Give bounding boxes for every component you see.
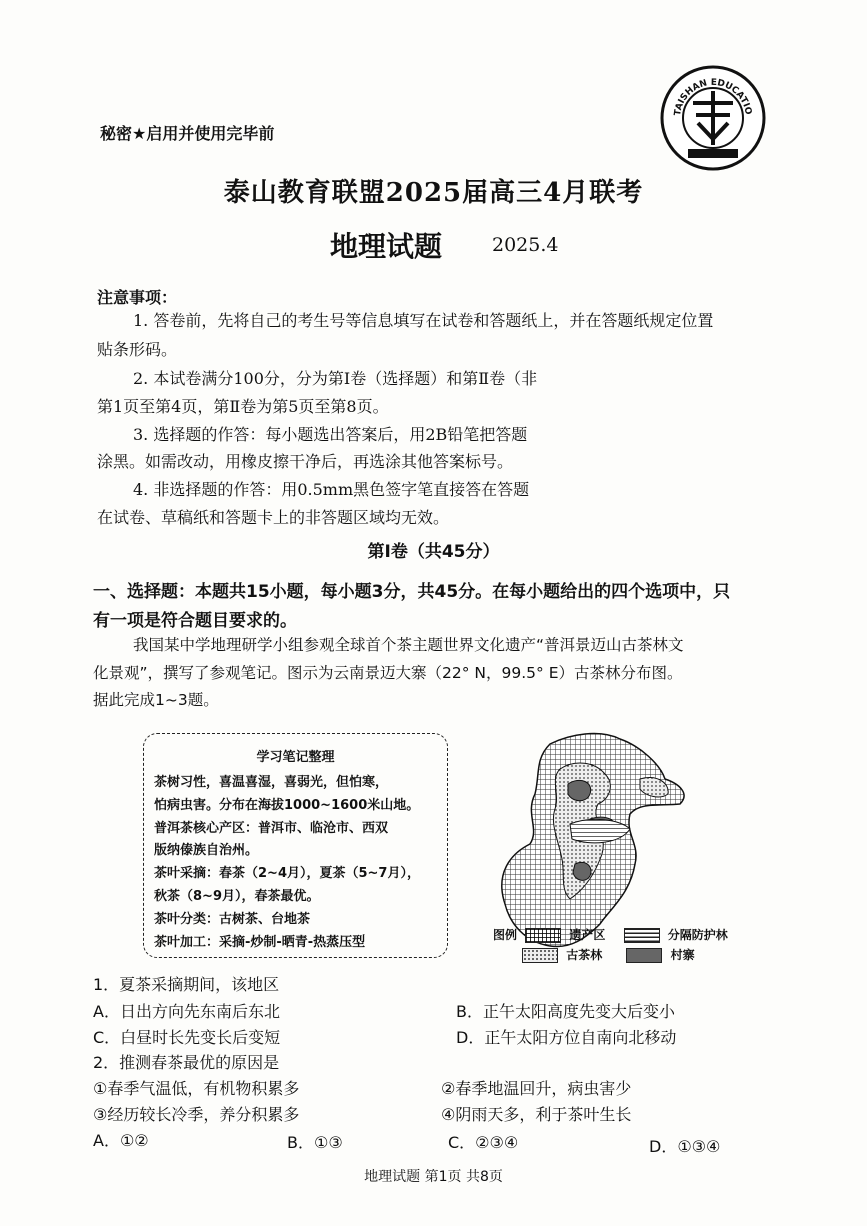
intro-text: 我国某中学地理研学小组参观全球首个茶主题世界文化遗产“普洱景迈山古茶林文 xyxy=(133,636,684,654)
section-instruction: 一、选择题：本题共15小题，每小题3分，共45分。在每小题给出的四个选项中，只 xyxy=(93,582,731,602)
subject-title: 地理试题 xyxy=(330,230,443,263)
legend-shelterbelt-swatch xyxy=(624,928,660,943)
question-2-stem: 2．推测春茶最优的原因是 xyxy=(93,1053,280,1072)
notice-line: 贴条形码。 xyxy=(97,340,178,359)
notes-line: 茶叶分类：古树茶、台地茶 xyxy=(154,912,311,927)
question-2-option-b: B．①③ xyxy=(287,1133,343,1152)
question-1-option-d: D．正午太阳方位自南向北移动 xyxy=(456,1028,677,1047)
question-2-option-a: A．①② xyxy=(93,1131,149,1150)
notes-line: 怕病虫害。分布在海拔1000~1600米山地。 xyxy=(154,798,420,813)
notes-line: 版纳傣族自治州。 xyxy=(154,843,259,858)
question-1-option-b: B．正午太阳高度先变大后变小 xyxy=(456,1002,675,1021)
question-2-statement: ①春季气温低，有机物积累多 xyxy=(93,1079,300,1098)
map-legend-row xyxy=(493,926,728,943)
question-2-statement: ②春季地温回升，病虫害少 xyxy=(441,1079,632,1098)
notes-line: 秋茶（8~9月），春茶最优。 xyxy=(154,889,320,904)
section-instruction: 有一项是符合题目要求的。 xyxy=(93,611,297,631)
question-2-option-c: C．②③④ xyxy=(448,1133,519,1152)
map-legend-row xyxy=(518,946,695,963)
notes-line: 茶叶加工：采摘-炒制-晒青-热蒸压型 xyxy=(154,935,366,950)
question-2-statement: ③经历较长冷季，养分积累多 xyxy=(93,1105,300,1124)
svg-text:TAISHAN EDUCATIONAL ALLIANCE: TAISHAN EDUCATIO xyxy=(673,77,753,117)
notice-line: 在试卷、草稿纸和答题卡上的非答题区域均无效。 xyxy=(97,508,450,527)
legend-shelterbelt-label: 分隔防护林 xyxy=(667,928,728,942)
question-1-option-c: C．白昼时长先变长后变短 xyxy=(93,1028,281,1047)
confidential-label: 秘密★启用并使用完毕前 xyxy=(100,124,275,143)
notice-heading: 注意事项： xyxy=(97,288,178,307)
notes-title: 学习笔记整理 xyxy=(256,750,335,765)
notice-line: 1. 答卷前，先将自己的考生号等信息填写在试卷和答题纸上，并在答题纸规定位置 xyxy=(133,311,714,330)
exam-date: 2025.4 xyxy=(492,234,559,256)
exam-title: 泰山教育联盟2025届高三4月联考 xyxy=(223,178,644,208)
notice-line: 4. 非选择题的作答：用0.5mm黑色签字笔直接答在答题 xyxy=(133,480,530,499)
question-2-statement: ④阴雨天多，利于茶叶生长 xyxy=(441,1105,632,1124)
notes-line: 茶叶采摘：春茶（2~4月），夏茶（5~7月）， xyxy=(154,866,420,881)
intro-text: 据此完成1~3题。 xyxy=(93,691,219,709)
legend-title: 图例 xyxy=(493,928,518,942)
legend-heritage-label: 遗产区 xyxy=(569,928,606,942)
legend-village-swatch xyxy=(626,948,662,963)
notes-line: 茶树习性，喜温喜湿，喜弱光，但怕寒， xyxy=(154,775,389,790)
question-1-stem: 1．夏茶采摘期间，该地区 xyxy=(93,975,280,994)
legend-tea-forest-label: 古茶林 xyxy=(566,948,603,962)
question-1-option-a: A．日出方向先东南后东北 xyxy=(93,1002,280,1021)
page-footer: 地理试题 第1页 共8页 xyxy=(364,1169,503,1185)
legend-heritage-swatch xyxy=(525,928,561,943)
legend-village-label: 村寨 xyxy=(670,948,695,962)
question-2-option-d: D．①③④ xyxy=(649,1137,721,1156)
section-title: 第Ⅰ卷（共45分） xyxy=(367,542,500,562)
intro-text: 化景观”，撰写了参观笔记。图示为云南景迈大寨（22° N，99.5° E）古茶林分布图。 xyxy=(93,664,683,682)
notice-line: 2. 本试卷满分100分，分为第Ⅰ卷（选择题）和第Ⅱ卷（非 xyxy=(133,369,538,388)
alliance-logo xyxy=(660,65,766,171)
notice-line: 第1页至第4页，第Ⅱ卷为第5页至第8页。 xyxy=(97,397,389,416)
notice-line: 3. 选择题的作答：每小题选出答案后，用2B铅笔把答题 xyxy=(133,425,528,444)
legend-tea-forest-swatch xyxy=(522,948,558,963)
study-notes-box xyxy=(143,733,448,958)
notes-line: 普洱茶核心产区：普洱市、临沧市、西双 xyxy=(154,821,389,836)
notice-line: 涂黑。如需改动，用橡皮擦干净后，再选涂其他答案标号。 xyxy=(97,452,514,471)
